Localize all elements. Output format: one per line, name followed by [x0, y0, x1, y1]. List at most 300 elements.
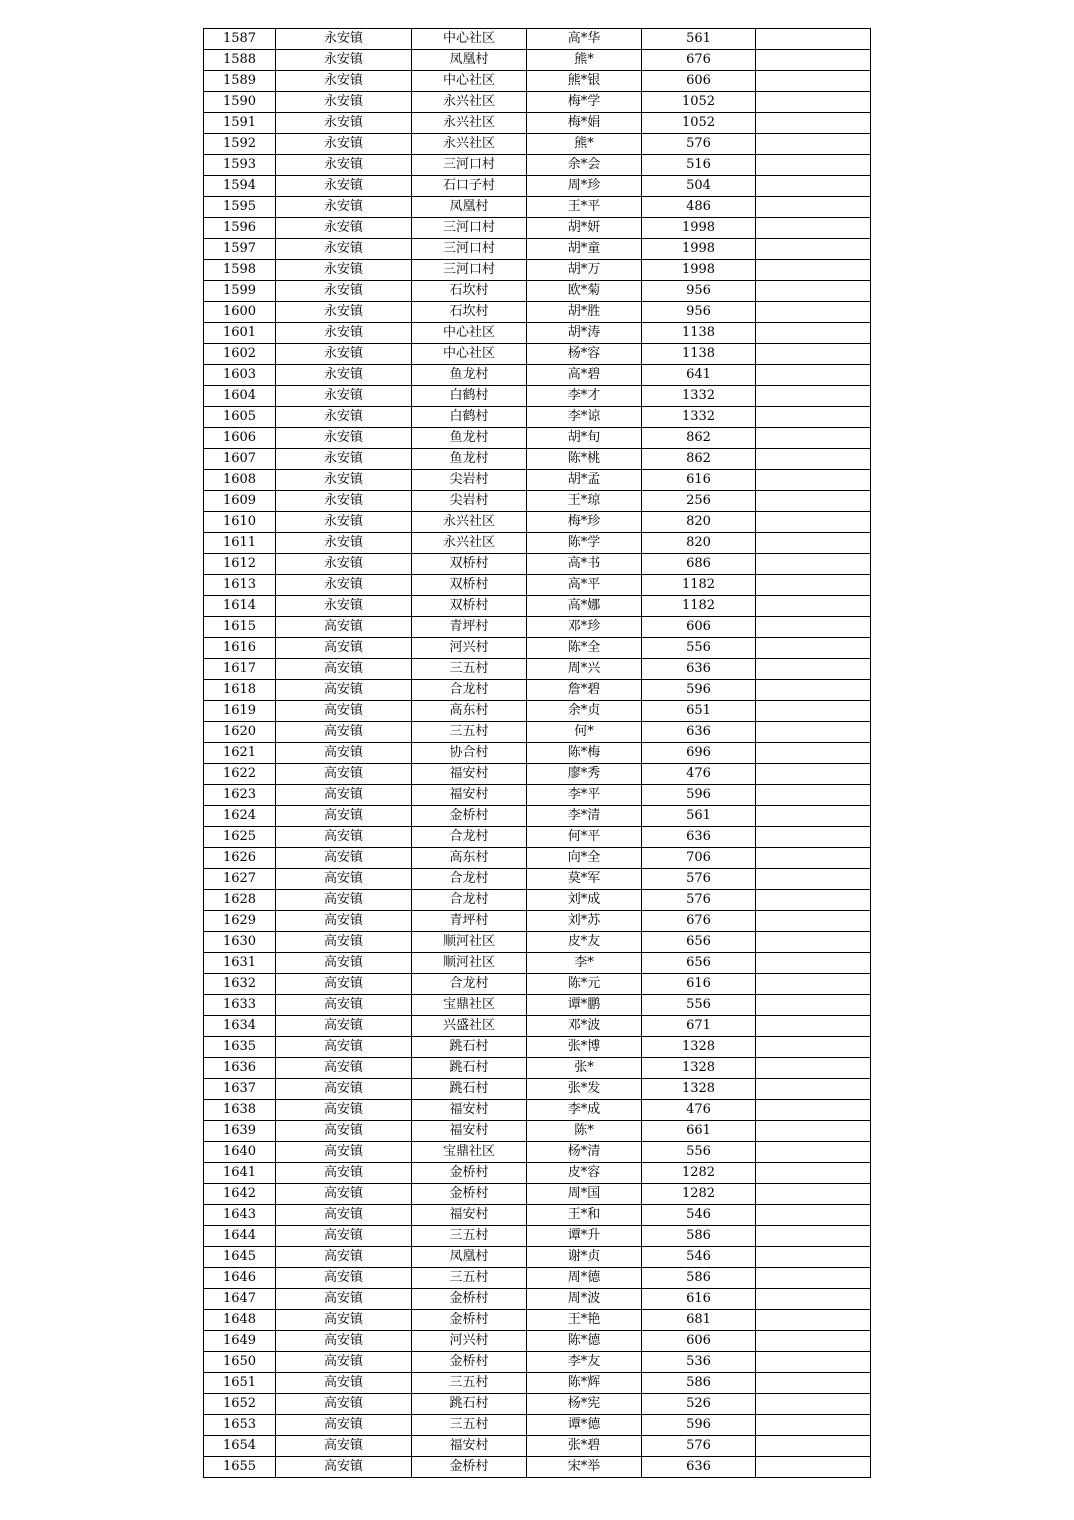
town-cell: 永安镇 — [276, 176, 412, 197]
name-cell: 梅*学 — [527, 92, 642, 113]
row-number-cell: 1603 — [204, 365, 276, 386]
amount-cell: 1052 — [642, 92, 756, 113]
note-cell — [756, 575, 871, 596]
village-cell: 跳石村 — [412, 1394, 527, 1415]
name-cell: 邓*波 — [527, 1016, 642, 1037]
amount-cell: 636 — [642, 827, 756, 848]
name-cell: 高*书 — [527, 554, 642, 575]
note-cell — [756, 953, 871, 974]
amount-cell: 1328 — [642, 1079, 756, 1100]
name-cell: 王*琼 — [527, 491, 642, 512]
village-cell: 跳石村 — [412, 1037, 527, 1058]
row-number-cell: 1598 — [204, 260, 276, 281]
table-row — [204, 491, 871, 512]
row-number-cell: 1640 — [204, 1142, 276, 1163]
row-number-cell: 1614 — [204, 596, 276, 617]
row-number-cell: 1631 — [204, 953, 276, 974]
table-row — [204, 1205, 871, 1226]
amount-cell: 586 — [642, 1373, 756, 1394]
note-cell — [756, 1100, 871, 1121]
town-cell: 高安镇 — [276, 806, 412, 827]
village-cell: 双桥村 — [412, 596, 527, 617]
row-number-cell: 1654 — [204, 1436, 276, 1457]
name-cell: 詹*碧 — [527, 680, 642, 701]
amount-cell: 596 — [642, 785, 756, 806]
name-cell: 杨*清 — [527, 1142, 642, 1163]
table-row — [204, 995, 871, 1016]
table-row — [204, 1037, 871, 1058]
town-cell: 高安镇 — [276, 890, 412, 911]
row-number-cell: 1597 — [204, 239, 276, 260]
town-cell: 高安镇 — [276, 764, 412, 785]
town-cell: 高安镇 — [276, 869, 412, 890]
town-cell: 高安镇 — [276, 1142, 412, 1163]
table-row — [204, 197, 871, 218]
village-cell: 石坎村 — [412, 281, 527, 302]
table-row — [204, 1310, 871, 1331]
note-cell — [756, 407, 871, 428]
village-cell: 永兴社区 — [412, 92, 527, 113]
table-row — [204, 932, 871, 953]
amount-cell: 586 — [642, 1226, 756, 1247]
amount-cell: 546 — [642, 1247, 756, 1268]
amount-cell: 636 — [642, 722, 756, 743]
table-row — [204, 617, 871, 638]
row-number-cell: 1624 — [204, 806, 276, 827]
note-cell — [756, 113, 871, 134]
note-cell — [756, 71, 871, 92]
name-cell: 张*碧 — [527, 1436, 642, 1457]
village-cell: 石口子村 — [412, 176, 527, 197]
table-row — [204, 743, 871, 764]
village-cell: 鱼龙村 — [412, 449, 527, 470]
amount-cell: 1998 — [642, 239, 756, 260]
town-cell: 高安镇 — [276, 1331, 412, 1352]
note-cell — [756, 1247, 871, 1268]
row-number-cell: 1610 — [204, 512, 276, 533]
village-cell: 合龙村 — [412, 974, 527, 995]
table-row — [204, 1352, 871, 1373]
village-cell: 顺河社区 — [412, 932, 527, 953]
name-cell: 杨*宪 — [527, 1394, 642, 1415]
row-number-cell: 1612 — [204, 554, 276, 575]
name-cell: 李*才 — [527, 386, 642, 407]
note-cell — [756, 365, 871, 386]
row-number-cell: 1649 — [204, 1331, 276, 1352]
name-cell: 邓*珍 — [527, 617, 642, 638]
name-cell: 张*博 — [527, 1037, 642, 1058]
note-cell — [756, 50, 871, 71]
name-cell: 莫*军 — [527, 869, 642, 890]
note-cell — [756, 974, 871, 995]
village-cell: 协合村 — [412, 743, 527, 764]
town-cell: 高安镇 — [276, 848, 412, 869]
row-number-cell: 1605 — [204, 407, 276, 428]
amount-cell: 862 — [642, 428, 756, 449]
town-cell: 高安镇 — [276, 1457, 412, 1478]
village-cell: 顺河社区 — [412, 953, 527, 974]
note-cell — [756, 638, 871, 659]
village-cell: 福安村 — [412, 1205, 527, 1226]
village-cell: 三五村 — [412, 1415, 527, 1436]
amount-cell: 576 — [642, 1436, 756, 1457]
town-cell: 永安镇 — [276, 470, 412, 491]
village-cell: 永兴社区 — [412, 134, 527, 155]
amount-cell: 536 — [642, 1352, 756, 1373]
name-cell: 何* — [527, 722, 642, 743]
table-row — [204, 533, 871, 554]
note-cell — [756, 764, 871, 785]
village-cell: 白鹤村 — [412, 386, 527, 407]
row-number-cell: 1636 — [204, 1058, 276, 1079]
note-cell — [756, 680, 871, 701]
table-row — [204, 848, 871, 869]
amount-cell: 676 — [642, 50, 756, 71]
table-row — [204, 1394, 871, 1415]
village-cell: 合龙村 — [412, 890, 527, 911]
note-cell — [756, 1163, 871, 1184]
row-number-cell: 1615 — [204, 617, 276, 638]
table-row — [204, 680, 871, 701]
table-row — [204, 50, 871, 71]
town-cell: 高安镇 — [276, 743, 412, 764]
amount-cell: 556 — [642, 995, 756, 1016]
village-cell: 三河口村 — [412, 239, 527, 260]
row-number-cell: 1637 — [204, 1079, 276, 1100]
amount-cell: 561 — [642, 29, 756, 50]
note-cell — [756, 1142, 871, 1163]
table-row — [204, 1436, 871, 1457]
village-cell: 尖岩村 — [412, 491, 527, 512]
town-cell: 高安镇 — [276, 785, 412, 806]
name-cell: 李* — [527, 953, 642, 974]
note-cell — [756, 1079, 871, 1100]
table-row — [204, 1268, 871, 1289]
note-cell — [756, 869, 871, 890]
row-number-cell: 1638 — [204, 1100, 276, 1121]
amount-cell: 651 — [642, 701, 756, 722]
note-cell — [756, 722, 871, 743]
note-cell — [756, 449, 871, 470]
village-cell: 跳石村 — [412, 1079, 527, 1100]
note-cell — [756, 491, 871, 512]
amount-cell: 1998 — [642, 218, 756, 239]
row-number-cell: 1625 — [204, 827, 276, 848]
note-cell — [756, 785, 871, 806]
name-cell: 王*平 — [527, 197, 642, 218]
note-cell — [756, 260, 871, 281]
amount-cell: 486 — [642, 197, 756, 218]
name-cell: 高*平 — [527, 575, 642, 596]
village-cell: 福安村 — [412, 785, 527, 806]
amount-cell: 576 — [642, 134, 756, 155]
amount-cell: 1328 — [642, 1058, 756, 1079]
row-number-cell: 1645 — [204, 1247, 276, 1268]
table-row — [204, 407, 871, 428]
amount-cell: 526 — [642, 1394, 756, 1415]
note-cell — [756, 470, 871, 491]
row-number-cell: 1652 — [204, 1394, 276, 1415]
name-cell: 谭*升 — [527, 1226, 642, 1247]
table-row — [204, 722, 871, 743]
row-number-cell: 1599 — [204, 281, 276, 302]
town-cell: 高安镇 — [276, 1226, 412, 1247]
town-cell: 高安镇 — [276, 1373, 412, 1394]
town-cell: 永安镇 — [276, 197, 412, 218]
town-cell: 永安镇 — [276, 596, 412, 617]
table-row — [204, 638, 871, 659]
note-cell — [756, 827, 871, 848]
amount-cell: 586 — [642, 1268, 756, 1289]
table-row — [204, 1142, 871, 1163]
village-cell: 三河口村 — [412, 260, 527, 281]
amount-cell: 656 — [642, 932, 756, 953]
village-cell: 宝鼎社区 — [412, 995, 527, 1016]
village-cell: 青坪村 — [412, 911, 527, 932]
village-cell: 青坪村 — [412, 617, 527, 638]
row-number-cell: 1621 — [204, 743, 276, 764]
table-row — [204, 827, 871, 848]
name-cell: 陈*学 — [527, 533, 642, 554]
name-cell: 陈*元 — [527, 974, 642, 995]
note-cell — [756, 1436, 871, 1457]
row-number-cell: 1594 — [204, 176, 276, 197]
row-number-cell: 1641 — [204, 1163, 276, 1184]
town-cell: 永安镇 — [276, 239, 412, 260]
amount-cell: 956 — [642, 281, 756, 302]
note-cell — [756, 1268, 871, 1289]
amount-cell: 256 — [642, 491, 756, 512]
village-cell: 永兴社区 — [412, 113, 527, 134]
town-cell: 永安镇 — [276, 113, 412, 134]
name-cell: 杨*容 — [527, 344, 642, 365]
town-cell: 永安镇 — [276, 449, 412, 470]
row-number-cell: 1613 — [204, 575, 276, 596]
town-cell: 高安镇 — [276, 1415, 412, 1436]
amount-cell: 606 — [642, 1331, 756, 1352]
name-cell: 谢*贞 — [527, 1247, 642, 1268]
note-cell — [756, 890, 871, 911]
note-cell — [756, 29, 871, 50]
amount-cell: 820 — [642, 533, 756, 554]
note-cell — [756, 1415, 871, 1436]
note-cell — [756, 743, 871, 764]
note-cell — [756, 1184, 871, 1205]
table-row — [204, 890, 871, 911]
note-cell — [756, 617, 871, 638]
note-cell — [756, 1205, 871, 1226]
row-number-cell: 1595 — [204, 197, 276, 218]
row-number-cell: 1587 — [204, 29, 276, 50]
village-cell: 三五村 — [412, 722, 527, 743]
town-cell: 高安镇 — [276, 617, 412, 638]
village-cell: 福安村 — [412, 1436, 527, 1457]
row-number-cell: 1611 — [204, 533, 276, 554]
name-cell: 宋*举 — [527, 1457, 642, 1478]
name-cell: 向*全 — [527, 848, 642, 869]
village-cell: 凤凰村 — [412, 50, 527, 71]
town-cell: 永安镇 — [276, 533, 412, 554]
town-cell: 高安镇 — [276, 701, 412, 722]
amount-cell: 681 — [642, 1310, 756, 1331]
name-cell: 陈*梅 — [527, 743, 642, 764]
town-cell: 高安镇 — [276, 1121, 412, 1142]
row-number-cell: 1601 — [204, 323, 276, 344]
note-cell — [756, 533, 871, 554]
row-number-cell: 1609 — [204, 491, 276, 512]
village-cell: 三五村 — [412, 1268, 527, 1289]
table-row — [204, 449, 871, 470]
note-cell — [756, 806, 871, 827]
row-number-cell: 1634 — [204, 1016, 276, 1037]
amount-cell: 1052 — [642, 113, 756, 134]
name-cell: 胡*旬 — [527, 428, 642, 449]
amount-cell: 671 — [642, 1016, 756, 1037]
table-row — [204, 134, 871, 155]
name-cell: 陈*桃 — [527, 449, 642, 470]
name-cell: 梅*珍 — [527, 512, 642, 533]
town-cell: 高安镇 — [276, 995, 412, 1016]
note-cell — [756, 596, 871, 617]
village-cell: 中心社区 — [412, 323, 527, 344]
table-row — [204, 428, 871, 449]
note-cell — [756, 1394, 871, 1415]
note-cell — [756, 302, 871, 323]
row-number-cell: 1647 — [204, 1289, 276, 1310]
table-row — [204, 1079, 871, 1100]
amount-cell: 820 — [642, 512, 756, 533]
note-cell — [756, 1037, 871, 1058]
note-cell — [756, 281, 871, 302]
town-cell: 高安镇 — [276, 680, 412, 701]
name-cell: 胡*涛 — [527, 323, 642, 344]
amount-cell: 1138 — [642, 323, 756, 344]
note-cell — [756, 428, 871, 449]
row-number-cell: 1633 — [204, 995, 276, 1016]
village-cell: 尖岩村 — [412, 470, 527, 491]
name-cell: 李*友 — [527, 1352, 642, 1373]
table-row — [204, 1058, 871, 1079]
village-cell: 兴盛社区 — [412, 1016, 527, 1037]
village-cell: 白鹤村 — [412, 407, 527, 428]
name-cell: 余*会 — [527, 155, 642, 176]
amount-cell: 686 — [642, 554, 756, 575]
table-row — [204, 71, 871, 92]
note-cell — [756, 911, 871, 932]
amount-cell: 616 — [642, 1289, 756, 1310]
table-row — [204, 1121, 871, 1142]
row-number-cell: 1643 — [204, 1205, 276, 1226]
table-row — [204, 1331, 871, 1352]
amount-cell: 1328 — [642, 1037, 756, 1058]
name-cell: 周*国 — [527, 1184, 642, 1205]
note-cell — [756, 1352, 871, 1373]
name-cell: 陈* — [527, 1121, 642, 1142]
town-cell: 永安镇 — [276, 71, 412, 92]
name-cell: 熊* — [527, 50, 642, 71]
name-cell: 周*兴 — [527, 659, 642, 680]
town-cell: 永安镇 — [276, 134, 412, 155]
village-cell: 中心社区 — [412, 71, 527, 92]
row-number-cell: 1618 — [204, 680, 276, 701]
town-cell: 永安镇 — [276, 428, 412, 449]
table-row — [204, 554, 871, 575]
note-cell — [756, 995, 871, 1016]
note-cell — [756, 218, 871, 239]
amount-cell: 862 — [642, 449, 756, 470]
note-cell — [756, 701, 871, 722]
table-row — [204, 1457, 871, 1478]
town-cell: 永安镇 — [276, 50, 412, 71]
town-cell: 高安镇 — [276, 1079, 412, 1100]
town-cell: 高安镇 — [276, 1247, 412, 1268]
row-number-cell: 1617 — [204, 659, 276, 680]
village-cell: 金桥村 — [412, 1163, 527, 1184]
name-cell: 梅*娟 — [527, 113, 642, 134]
note-cell — [756, 239, 871, 260]
row-number-cell: 1604 — [204, 386, 276, 407]
amount-cell: 636 — [642, 659, 756, 680]
table-row — [204, 512, 871, 533]
row-number-cell: 1600 — [204, 302, 276, 323]
amount-cell: 616 — [642, 470, 756, 491]
town-cell: 高安镇 — [276, 974, 412, 995]
name-cell: 皮*友 — [527, 932, 642, 953]
note-cell — [756, 1226, 871, 1247]
name-cell: 胡*童 — [527, 239, 642, 260]
row-number-cell: 1629 — [204, 911, 276, 932]
amount-cell: 661 — [642, 1121, 756, 1142]
amount-cell: 1332 — [642, 407, 756, 428]
row-number-cell: 1639 — [204, 1121, 276, 1142]
name-cell: 胡*万 — [527, 260, 642, 281]
town-cell: 永安镇 — [276, 512, 412, 533]
amount-cell: 956 — [642, 302, 756, 323]
village-cell: 三五村 — [412, 1373, 527, 1394]
town-cell: 永安镇 — [276, 302, 412, 323]
name-cell: 张*发 — [527, 1079, 642, 1100]
village-cell: 三五村 — [412, 1226, 527, 1247]
village-cell: 合龙村 — [412, 869, 527, 890]
amount-cell: 516 — [642, 155, 756, 176]
name-cell: 周*德 — [527, 1268, 642, 1289]
amount-cell: 641 — [642, 365, 756, 386]
name-cell: 高*华 — [527, 29, 642, 50]
name-cell: 高*娜 — [527, 596, 642, 617]
town-cell: 高安镇 — [276, 1289, 412, 1310]
town-cell: 永安镇 — [276, 554, 412, 575]
table-row — [204, 1247, 871, 1268]
table-row — [204, 869, 871, 890]
note-cell — [756, 1310, 871, 1331]
table-row — [204, 1100, 871, 1121]
table-row — [204, 176, 871, 197]
row-number-cell: 1606 — [204, 428, 276, 449]
note-cell — [756, 554, 871, 575]
name-cell: 周*波 — [527, 1289, 642, 1310]
table-row — [204, 344, 871, 365]
town-cell: 高安镇 — [276, 911, 412, 932]
town-cell: 永安镇 — [276, 281, 412, 302]
row-number-cell: 1596 — [204, 218, 276, 239]
village-cell: 高东村 — [412, 848, 527, 869]
amount-cell: 504 — [642, 176, 756, 197]
name-cell: 李*平 — [527, 785, 642, 806]
amount-cell: 1332 — [642, 386, 756, 407]
table-row — [204, 764, 871, 785]
table-row — [204, 1289, 871, 1310]
row-number-cell: 1627 — [204, 869, 276, 890]
